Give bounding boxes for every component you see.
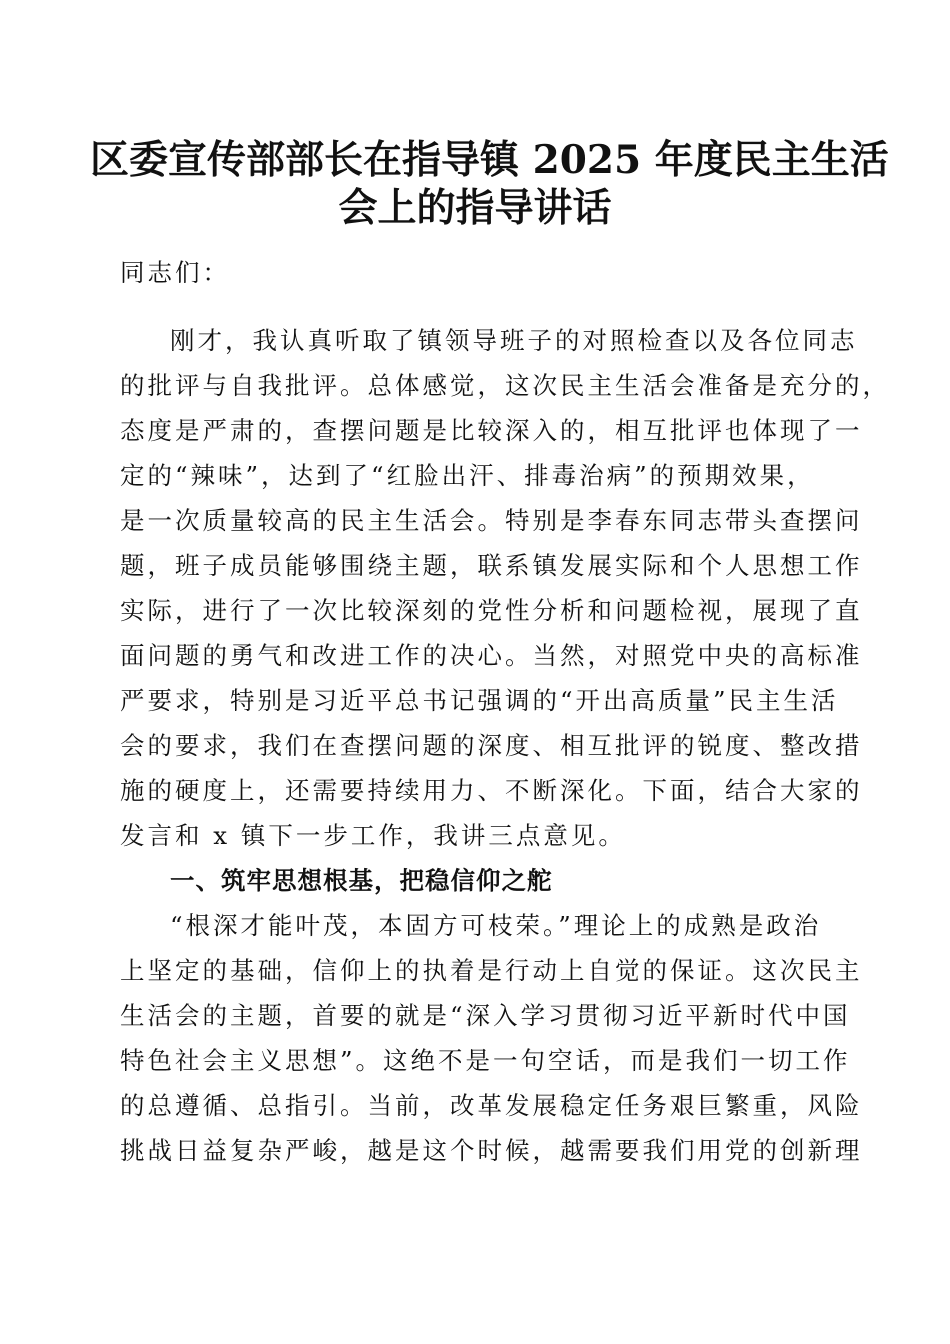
paragraph-line: 特色社会主义思想”。这绝不是一句空话，而是我们一切工作 bbox=[120, 1046, 851, 1075]
paragraph-line: 面问题的勇气和改进工作的决心。当然，对照党中央的高标准 bbox=[120, 641, 863, 670]
document-title-line-1: 区委宣传部部长在指导镇 2025 年度民主生活 bbox=[90, 137, 889, 183]
paragraph-line: 会的要求，我们在查摆问题的深度、相互批评的锐度、整改措 bbox=[120, 731, 863, 760]
paragraph-line: 发言和 x 镇下一步工作，我讲三点意见。 bbox=[120, 821, 626, 850]
paragraph-line: 挑战日益复杂严峻，越是这个时候，越需要我们用党的创新理 bbox=[120, 1136, 863, 1165]
paragraph-line: “根深才能叶茂，本固方可枝荣。”理论上的成熟是政治 bbox=[170, 911, 822, 940]
section-heading: 一、筑牢思想根基，把稳信仰之舵 bbox=[170, 866, 553, 895]
paragraph-line: 定的“辣味”，达到了“红脸出汗、排毒治病”的预期效果， bbox=[120, 461, 815, 490]
paragraph-line: 实际，进行了一次比较深刻的党性分析和问题检视，展现了直 bbox=[120, 596, 863, 625]
document-title-line-2: 会上的指导讲话 bbox=[338, 185, 612, 231]
paragraph-line: 施的硬度上，还需要持续用力、不断深化。下面，结合大家的 bbox=[120, 776, 863, 805]
paragraph-line: 生活会的主题，首要的就是“深入学习贯彻习近平新时代中国 bbox=[120, 1001, 851, 1030]
paragraph-line: 刚才，我认真听取了镇领导班子的对照检查以及各位同志 bbox=[170, 326, 858, 355]
paragraph-line: 是一次质量较高的民主生活会。特别是李春东同志带头查摆问 bbox=[120, 506, 863, 535]
paragraph-line: 题，班子成员能够围绕主题，联系镇发展实际和个人思想工作 bbox=[120, 551, 863, 580]
paragraph-line: 严要求，特别是习近平总书记强调的“开出高质量”民主生活 bbox=[120, 686, 839, 715]
salutation: 同志们： bbox=[120, 258, 230, 287]
paragraph-line: 的总遵循、总指引。当前，改革发展稳定任务艰巨繁重，风险 bbox=[120, 1091, 863, 1120]
paragraph-line: 的批评与自我批评。总体感觉，这次民主生活会准备是充分的， bbox=[120, 371, 890, 400]
paragraph-line: 上坚定的基础，信仰上的执着是行动上自觉的保证。这次民主 bbox=[120, 956, 863, 985]
paragraph-line: 态度是严肃的，查摆问题是比较深入的，相互批评也体现了一 bbox=[120, 416, 863, 445]
